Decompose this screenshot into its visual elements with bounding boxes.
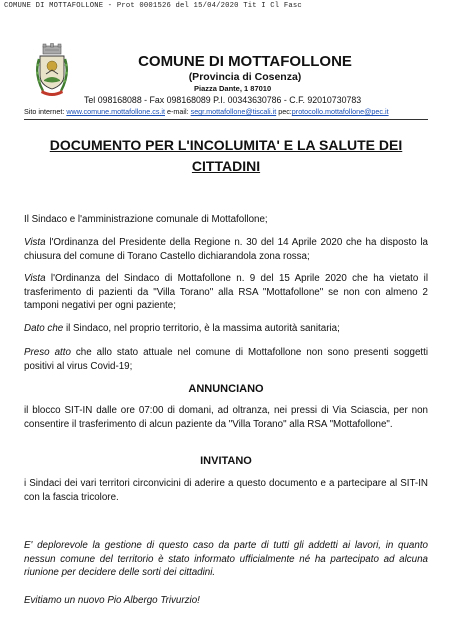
website-link[interactable]: www.comune.mottafollone.cs.it: [66, 107, 166, 116]
pec-link[interactable]: protocollo.mottafollone@pec.it: [291, 107, 389, 116]
document-title-line-1: DOCUMENTO PER L'INCOLUMITA' E LA SALUTE DEI: [49, 137, 403, 153]
paragraph-lead: Vista: [24, 237, 46, 248]
email-label: e-mail:: [165, 107, 191, 116]
section-heading-invitano: INVITANO: [200, 455, 252, 467]
paragraph-body: l'Ordinanza del Presidente della Regione n. 30 del 14 Aprile 2020 che ha disposto la chiusura del comune di Torano Castello dichiarandola zona rossa;: [24, 237, 428, 262]
address-line: Piazza Dante, 1 87010: [194, 84, 272, 93]
closing-exclamation: Evitiamo un nuovo Pio Albergo Trivurzio!: [24, 595, 200, 606]
paragraph-preso-atto: [24, 346, 428, 373]
comune-title: COMUNE DI MOTTAFOLLONE: [138, 53, 352, 70]
document-title: [24, 135, 428, 177]
paragraph-lead: Preso atto: [24, 347, 71, 358]
paragraph-body: l'Ordinanza del Sindaco di Mottafollone n. 9 del 15 Aprile 2020 che ha vietato il trasferimento di pazienti da "Villa Torano" alla RSA "Mottafollone" se non con almeno 2 tamponi negativi per ogni paziente;: [24, 273, 428, 311]
closing-paragraph: E' deplorevole la gestione di questo caso da parte di tutti gli addetti ai lavori, in quanto nessun comune del territorio è stato informato ufficialmente né ha partecipato ad alcuna riunione per decidere delle sorti dei cittadini.: [24, 540, 428, 578]
provincia-subtitle: (Provincia di Cosenza): [188, 71, 302, 83]
contact-line: Tel 098168088 - Fax 098168089 P.I. 00343630786 - C.F. 92010730783: [84, 95, 362, 105]
annunciano-paragraph: il blocco SIT-IN dalle ore 07:00 di domani, ad oltranza, nei pressi di Via Sciascia, per non consentire il trasferimento di alcun paziente da "Villa Torano" alla RSA "Mottafollone".: [24, 405, 428, 430]
web-contacts-line: [24, 107, 389, 116]
paragraph-body: che allo stato attuale nel comune di Mottafollone non sono presenti soggetti positivi al virus Covid-19;: [24, 347, 429, 372]
paragraph-dato-che: [24, 322, 428, 336]
section-heading-annunciano: ANNUNCIANO: [188, 383, 264, 395]
document-title-line-2: CITTADINI: [191, 158, 261, 174]
intro-paragraph: Il Sindaco e l'amministrazione comunale di Mottafollone;: [24, 214, 268, 225]
protocol-stamp: COMUNE DI MOTTAFOLLONE - Prot 0001526 del 15/04/2020 Tit I Cl Fasc: [4, 2, 302, 10]
invitano-paragraph: i Sindaci dei vari territori circonvicini di aderire a questo documento e a partecipare al SIT-IN con la fascia tricolore.: [24, 478, 428, 503]
website-label: Sito internet:: [24, 107, 67, 116]
paragraph-body: il Sindaco, nel proprio territorio, è la massima autorità sanitaria;: [63, 323, 340, 334]
header-divider: [24, 119, 428, 120]
pec-label: pec:: [276, 107, 292, 116]
municipal-coat-of-arms-icon: [34, 43, 70, 101]
paragraph-vista-sindaco: [24, 272, 428, 313]
paragraph-lead: Vista: [24, 273, 46, 284]
paragraph-vista-regione: [24, 236, 428, 263]
paragraph-lead: Dato che: [24, 323, 64, 334]
email-link[interactable]: segr.mottafollone@tiscali.it: [190, 107, 277, 116]
